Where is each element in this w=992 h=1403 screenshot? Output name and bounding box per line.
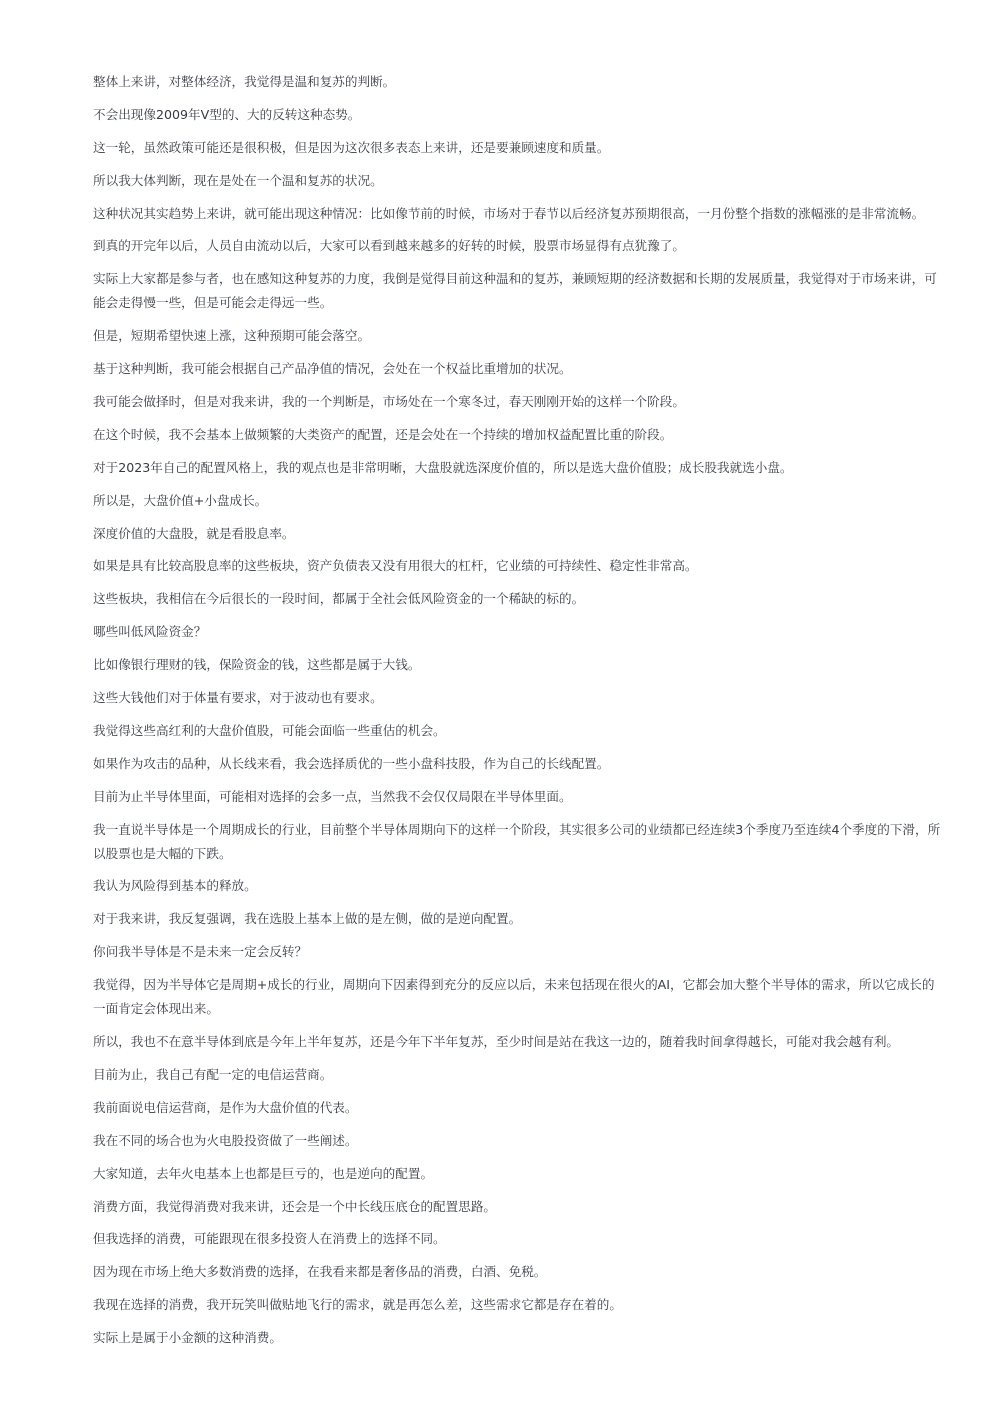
paragraph: 如果作为攻击的品种，从长线来看，我会选择质优的一些小盘科技股，作为自己的长线配置。 (93, 755, 610, 771)
paragraph: 我前面说电信运营商，是作为大盘价值的代表。 (93, 1099, 358, 1115)
paragraph: 到真的开完年以后，人员自由流动以后，大家可以看到越来越多的好转的时候，股票市场显得有点犹豫了。 (93, 238, 685, 254)
paragraph: 你问我半导体是不是未来一定会反转？ (93, 944, 308, 960)
paragraph: 我现在选择的消费，我开玩笑叫做贴地飞行的需求，就是再怎么差，这些需求它都是存在着的。 (93, 1297, 622, 1313)
paragraph: 我认为风险得到基本的释放。 (93, 878, 257, 894)
paragraph: 所以，我也不在意半导体到底是今年上半年复苏，还是今年下半年复苏，至少时间是站在我这一边的，随着我时间拿得越长，可能对我会越有利。 (93, 1034, 899, 1050)
paragraph: 目前为止半导体里面，可能相对选择的会多一点，当然我不会仅仅局限在半导体里面。 (93, 788, 572, 804)
paragraph: 我觉得这些高红利的大盘价值股，可能会面临一些重估的机会。 (93, 722, 446, 738)
paragraph: 大家知道，去年火电基本上也都是巨亏的，也是逆向的配置。 (93, 1165, 434, 1181)
paragraph: 如果是具有比较高股息率的这些板块，资产负债表又没有用很大的杠杆，它业绩的可持续性、稳定性非常高。 (93, 558, 698, 574)
paragraph: 我在不同的场合也为火电股投资做了一些阐述。 (93, 1132, 358, 1148)
paragraph: 这些板块，我相信在今后很长的一段时间，都属于全社会低风险资金的一个稀缺的标的。 (93, 591, 585, 607)
paragraph: 基于这种判断，我可能会根据自己产品净值的情况，会处在一个权益比重增加的状况。 (93, 361, 572, 377)
paragraph: 深度价值的大盘股，就是看股息率。 (93, 525, 295, 541)
paragraph: 实际上大家都是参与者，也在感知这种复苏的力度，我倒是觉得目前这种温和的复苏，兼顾短期的经济数据和长期的发展质量，我觉得对于市场来讲，可能会走得慢一些，但是可能会走得远一些。 (93, 271, 937, 311)
paragraph: 对于我来讲，我反复强调，我在选股上基本上做的是左侧，做的是逆向配置。 (93, 911, 522, 927)
document-page (93, 70, 945, 1359)
paragraph: 但是，短期希望快速上涨，这种预期可能会落空。 (93, 328, 371, 344)
paragraph: 比如像银行理财的钱，保险资金的钱，这些都是属于大钱。 (93, 657, 421, 673)
paragraph: 我可能会做择时，但是对我来讲，我的一个判断是，市场处在一个寒冬过，春天刚刚开始的这样一个阶段。 (93, 394, 685, 410)
paragraph: 对于2023年自己的配置风格上，我的观点也是非常明晰，大盘股就选深度价值的，所以是选大盘价值股；成长股我就选小盘。 (93, 459, 793, 475)
paragraph: 在这个时候，我不会基本上做频繁的大类资产的配置，还是会处在一个持续的增加权益配置比重的阶段。 (93, 426, 673, 442)
paragraph: 实际上是属于小金额的这种消费。 (93, 1330, 282, 1346)
paragraph: 我觉得，因为半导体它是周期+成长的行业，周期向下因素得到充分的反应以后，未来包括现在很火的AI，它都会加大整个半导体的需求，所以它成长的一面肯定会体现出来。 (93, 977, 935, 1017)
paragraph: 哪些叫低风险资金？ (93, 624, 207, 640)
paragraph: 我一直说半导体是一个周期成长的行业，目前整个半导体周期向下的这样一个阶段，其实很多公司的业绩都已经连续3个季度乃至连续4个季度的下滑，所以股票也是大幅的下跌。 (93, 821, 941, 861)
paragraph: 目前为止，我自己有配一定的电信运营商。 (93, 1066, 333, 1082)
paragraph: 这种状况其实趋势上来讲，就可能出现这种情况：比如像节前的时候，市场对于春节以后经济复苏预期很高，一月份整个指数的涨幅涨的是非常流畅。 (93, 205, 925, 221)
paragraph: 所以是，大盘价值+小盘成长。 (93, 492, 268, 508)
paragraph: 所以我大体判断，现在是处在一个温和复苏的状况。 (93, 172, 383, 188)
paragraph: 这一轮，虽然政策可能还是很积极，但是因为这次很多表态上来讲，还是要兼顾速度和质量。 (93, 139, 610, 155)
paragraph: 整体上来讲，对整体经济，我觉得是温和复苏的判断。 (93, 74, 396, 89)
paragraph: 这些大钱他们对于体量有要求，对于波动也有要求。 (93, 690, 383, 706)
paragraph: 但我选择的消费，可能跟现在很多投资人在消费上的选择不同。 (93, 1231, 446, 1247)
paragraph: 消费方面，我觉得消费对我来讲，还会是一个中长线压底仓的配置思路。 (93, 1198, 496, 1214)
paragraph: 因为现在市场上绝大多数消费的选择，在我看来都是奢侈品的消费，白酒、免税。 (93, 1264, 547, 1280)
paragraph: 不会出现像2009年V型的、大的反转这种态势。 (93, 106, 361, 122)
